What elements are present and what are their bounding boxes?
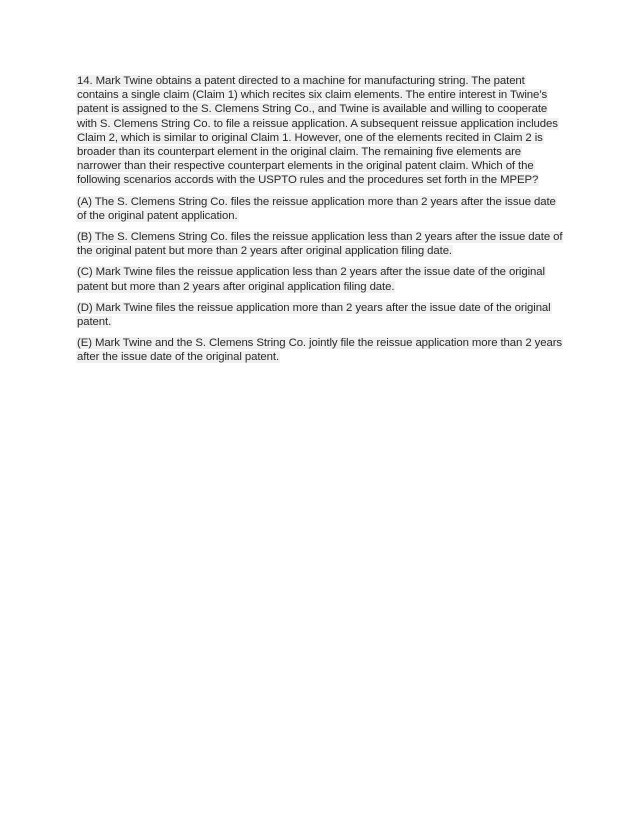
- answer-option-b-text: (B) The S. Clemens String Co. files the reissue application less than 2 years after the issue date of the original patent but more than 2 years after original application filing date.: [77, 231, 563, 258]
- answer-option-e: [76, 336, 566, 364]
- question-block: [76, 74, 566, 372]
- question-stem-text: 14. Mark Twine obtains a patent directed to a machine for manufacturing string. The patent contains a single claim (Claim 1) which recites six claim elements. The entire interest in Twine’s patent is assigned to the S. Clemens String Co., and Twine is available and willing to cooperate with S. Clemens String Co. to file a reissue application. A subsequent reissue application includes Claim 2, which is similar to original Claim 1. However, one of the elements recited in Claim 2 is broader than its counterpart element in the original claim. The remaining five elements are narrower than their respective counterpart elements in the original patent claim. Which of the following scenarios accords with the USPTO rules and the procedures set forth in the MPEP?: [77, 75, 558, 187]
- answer-option-e-text: (E) Mark Twine and the S. Clemens String Co. jointly file the reissue application more than 2 years after the issue date of the original patent.: [77, 337, 562, 364]
- answer-option-a-text: (A) The S. Clemens String Co. files the reissue application more than 2 years after the issue date of the original patent application.: [77, 195, 556, 222]
- answer-option-a: [76, 195, 566, 223]
- answer-option-c: [76, 265, 566, 293]
- answer-option-c-text: (C) Mark Twine files the reissue application less than 2 years after the issue date of the original patent but more than 2 years after original application filing date.: [77, 266, 545, 293]
- answer-option-d: [76, 301, 566, 329]
- question-stem: [76, 74, 566, 188]
- answer-option-d-text: (D) Mark Twine files the reissue application more than 2 years after the issue date of the original patent.: [77, 301, 551, 329]
- answer-option-b: [76, 230, 566, 258]
